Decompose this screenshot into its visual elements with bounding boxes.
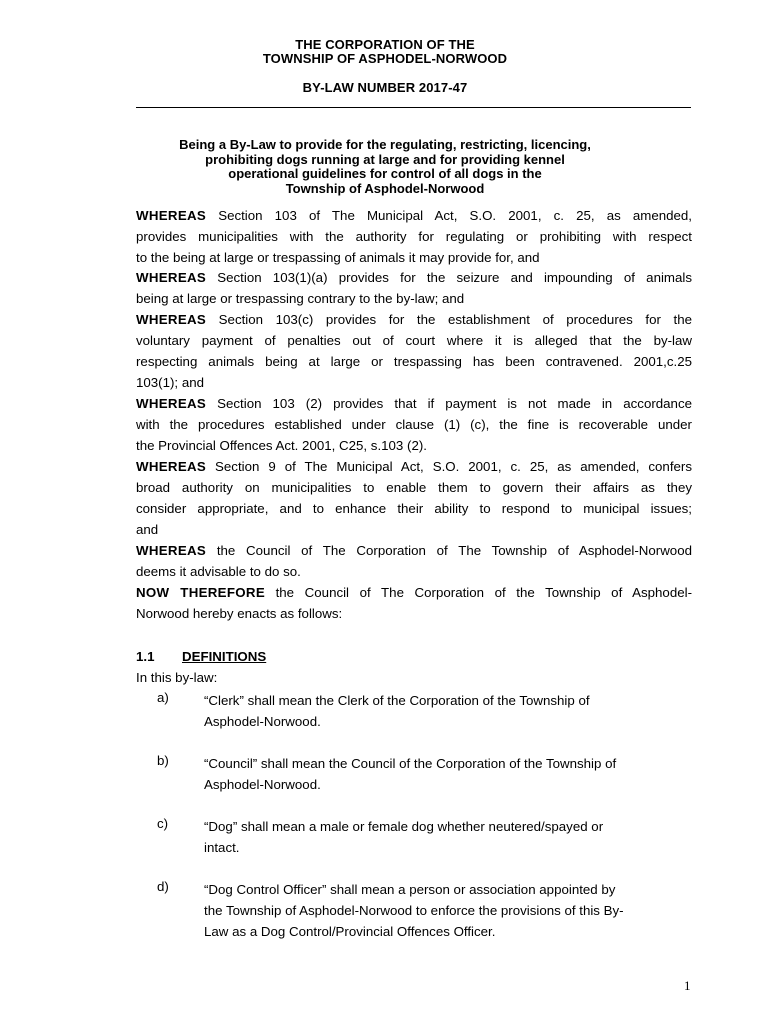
recital-text: being at large or trespassing contrary to the by-law; and: [136, 290, 465, 306]
enacting-text: Norwood hereby enacts as follows:: [136, 605, 343, 621]
recital-text: consider appropriate, and to enhance their ability to respond to municipal issues;: [136, 500, 692, 516]
recital-keyword: WHEREAS: [136, 459, 207, 474]
recital-text: 103(1); and: [136, 374, 205, 390]
recital-text: voluntary payment of penalties out of court where it is alleged that the by-law: [136, 332, 692, 348]
recital-text: with the procedures established under clause (1) (c), the fine is recoverable under: [136, 416, 692, 432]
recital-paragraph: [136, 457, 692, 541]
page-number: 1: [684, 978, 691, 993]
subject-line: prohibiting dogs running at large and for providing kennel: [205, 151, 565, 167]
recital-text: to the being at large or trespassing of animals it may provide for, and: [136, 249, 540, 265]
definition-line: “Dog Control Officer” shall mean a person or association appointed by: [204, 882, 616, 897]
recital-keyword: WHEREAS: [136, 208, 207, 223]
definition-line: “Council” shall mean the Council of the Corporation of the Township of: [204, 756, 617, 771]
recital-text: respecting animals being at large or trespassing has been contravened. 2001,c.25: [136, 353, 692, 369]
definition-label: b): [157, 753, 169, 768]
definition-label: c): [157, 816, 169, 831]
enacting-text: the Council of The Corporation of the Township of Asphodel-: [265, 585, 693, 600]
recital-paragraph: [136, 310, 692, 394]
recital-text: broad authority on municipalities to enable them to govern their affairs as they: [136, 479, 692, 495]
recital-text: Section 103(1)(a) provides for the seizure and impounding of animals: [206, 270, 692, 285]
enacting-clause: [136, 583, 692, 625]
definition-line: “Dog” shall mean a male or female dog whether neutered/spayed or: [204, 819, 604, 834]
section-intro: In this by-law:: [136, 670, 218, 685]
definition-text: [204, 690, 694, 732]
definition-text: [204, 816, 694, 858]
recital-keyword: WHEREAS: [136, 312, 207, 327]
definition-text: [204, 753, 694, 795]
definition-line: the Township of Asphodel-Norwood to enforce the provisions of this By-: [204, 903, 624, 918]
recital-paragraph: [136, 206, 692, 269]
recital-text: Section 9 of The Municipal Act, S.O. 2001, c. 25, as amended, confers: [206, 459, 692, 474]
recital-text: Section 103 (2) provides that if payment is not made in accordance: [206, 396, 692, 411]
header-township: TOWNSHIP OF ASPHODEL-NORWOOD: [262, 51, 508, 66]
definition-line: Asphodel-Norwood.: [204, 777, 321, 792]
recital-text: Section 103 of The Municipal Act, S.O. 2001, c. 25, as amended,: [206, 208, 692, 223]
bylaw-subject: [0, 138, 770, 196]
header-divider: [136, 107, 691, 108]
definition-line: “Clerk” shall mean the Clerk of the Corporation of the Township of: [204, 693, 590, 708]
recital-keyword: WHEREAS: [136, 270, 207, 285]
enacting-keyword: NOW THEREFORE: [136, 585, 265, 600]
recital-text: the Provincial Offences Act. 2001, C25, s.103 (2).: [136, 437, 427, 453]
recital-text: Section 103(c) provides for the establishment of procedures for the: [206, 312, 692, 327]
recital-paragraph: [136, 394, 692, 457]
subject-line: Being a By-Law to provide for the regulating, restricting, licencing,: [179, 137, 591, 152]
definition-line: Asphodel-Norwood.: [204, 714, 321, 729]
section-number: 1.1: [136, 649, 155, 664]
subject-line: operational guidelines for control of all dogs in the: [228, 166, 542, 181]
definition-label: a): [157, 690, 169, 705]
recital-keyword: WHEREAS: [136, 396, 207, 411]
recital-text: deems it advisable to do so.: [136, 563, 301, 579]
recital-text: and: [136, 521, 159, 537]
definition-line: intact.: [204, 840, 240, 855]
subject-line: Township of Asphodel-Norwood: [285, 180, 485, 196]
recital-paragraph: [136, 541, 692, 583]
recital-paragraph: [136, 268, 692, 310]
recital-text: the Council of The Corporation of The Township of Asphodel-Norwood: [206, 543, 692, 558]
definition-label: d): [157, 879, 169, 894]
recital-text: provides municipalities with the authority for regulating or prohibiting with respect: [136, 228, 692, 244]
bylaw-number: BY-LAW NUMBER 2017-47: [302, 80, 468, 95]
definition-text: [204, 879, 694, 942]
section-title: DEFINITIONS: [182, 649, 267, 664]
definition-line: Law as a Dog Control/Provincial Offences Officer.: [204, 924, 496, 939]
header-corporation: THE CORPORATION OF THE: [295, 37, 475, 52]
recital-keyword: WHEREAS: [136, 543, 207, 558]
